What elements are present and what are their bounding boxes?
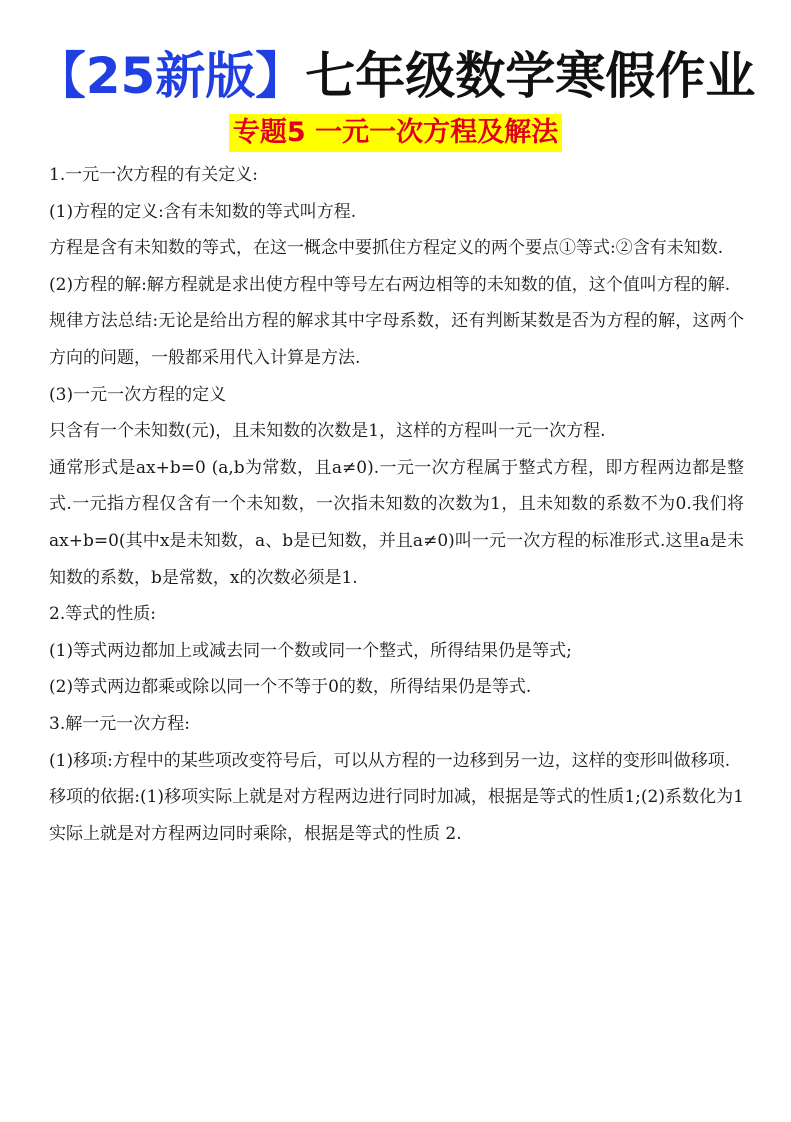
paragraph-equality-property-1: (1)等式两边都加上或减去同一个数或同一个整式，所得结果仍是等式; xyxy=(49,640,572,661)
document-body xyxy=(49,157,744,852)
document-title xyxy=(0,44,791,108)
paragraph-equation-definition: (1)方程的定义:含有未知数的等式叫方程. xyxy=(49,201,357,222)
topic-subtitle: 专题5 一元一次方程及解法 xyxy=(229,114,562,152)
subtitle-container xyxy=(0,114,791,152)
paragraph-method-summary: 规律方法总结:无论是给出方程的解求其中字母系数，还有判断某数是否为方程的解，这两个方向的问题，一般都采用代入计算是方法. xyxy=(49,311,744,368)
paragraph-equality-property-2: (2)等式两边都乘或除以同一个不等于0的数，所得结果仍是等式. xyxy=(49,677,532,698)
paragraph-linear-definition: 只含有一个未知数(元)，且未知数的次数是1，这样的方程叫一元一次方程. xyxy=(49,421,606,442)
paragraph-equation-key-points: 方程是含有未知数的等式，在这一概念中要抓住方程定义的两个要点①等式:②含有未知数. xyxy=(49,238,724,259)
section-heading-equality-properties: 2.等式的性质: xyxy=(49,604,156,625)
title-text: 七年级数学寒假作业 xyxy=(305,47,756,105)
edition-badge: 【25新版】 xyxy=(35,47,306,105)
paragraph-standard-form: 通常形式是ax+b=0 (a,b为常数，且a≠0).一元一次方程属于整式方程，即方程两边都是整式.一元指方程仅含有一个未知数，一次指未知数的次数为1，且未知数的系数不为0.我们将ax+b=0(其中x是未知数，a、b是已知数，并且a≠0)叫一元一次方程的标准形式.这里a是未知数的系数，b是常数，x的次数必须是1. xyxy=(49,457,744,588)
section-heading-solving: 3.解一元一次方程: xyxy=(49,713,190,734)
paragraph-transposition-basis: 移项的依据:(1)移项实际上就是对方程两边进行同时加减，根据是等式的性质1;(2)系数化为1实际上就是对方程两边同时乘除，根据是等式的性质 2. xyxy=(49,787,744,844)
paragraph-linear-definition-heading: (3)一元一次方程的定义 xyxy=(49,384,227,405)
paragraph-transposition: (1)移项:方程中的某些项改变符号后，可以从方程的一边移到另一边，这样的变形叫做移项. xyxy=(49,750,731,771)
section-heading-definitions: 1.一元一次方程的有关定义: xyxy=(49,165,258,185)
paragraph-equation-solution: (2)方程的解:解方程就是求出使方程中等号左右两边相等的未知数的值，这个值叫方程的解. xyxy=(49,274,731,295)
